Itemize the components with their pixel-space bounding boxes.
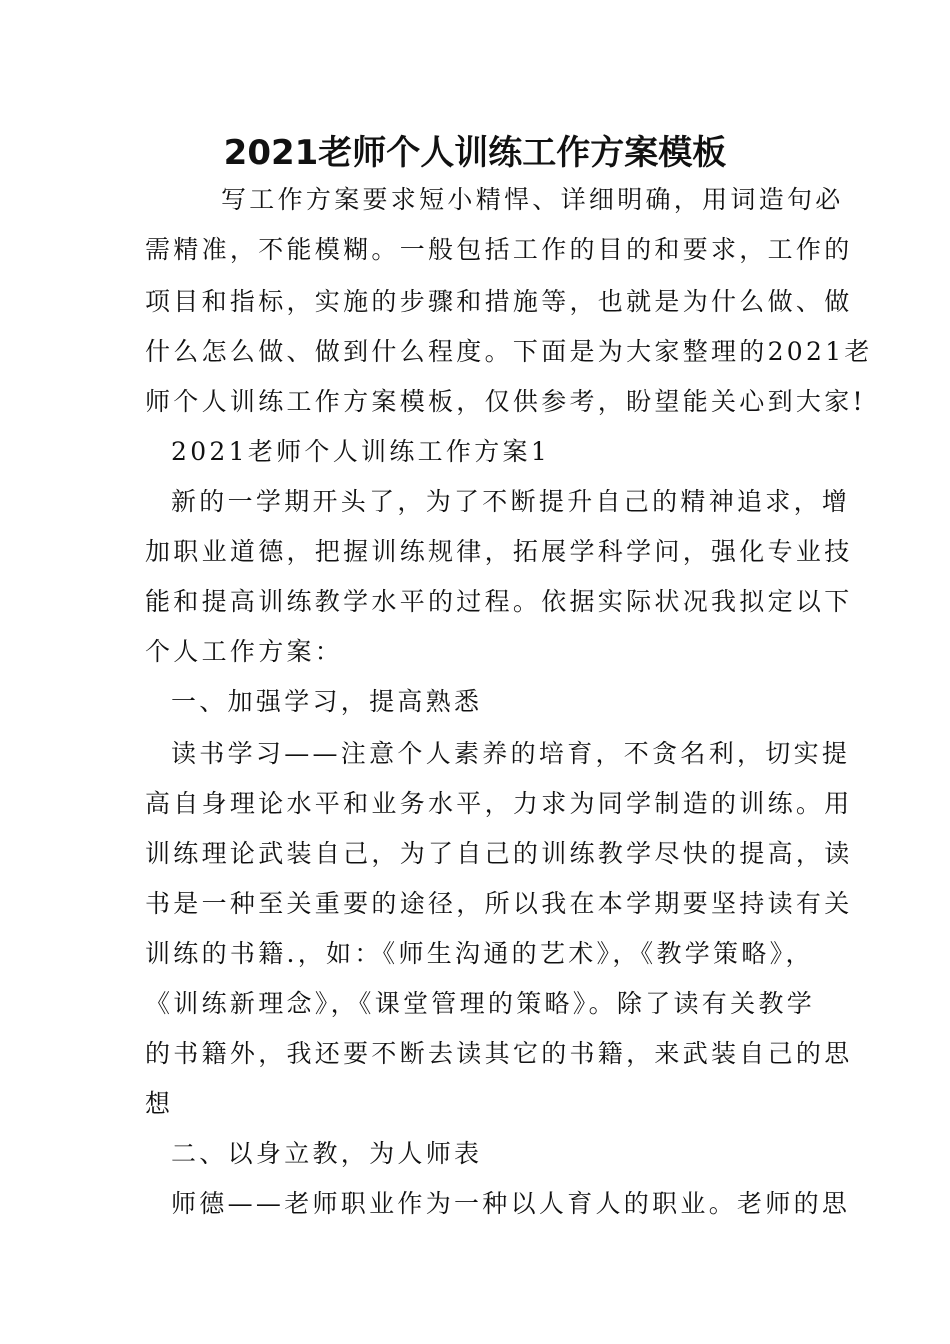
- intro-line-3: 项目和指标，实施的步骤和措施等，也就是为什么做、做: [145, 287, 853, 316]
- para-line: 《训练新理念》，《课堂管理的策略》。除了读有关教学: [145, 989, 816, 1018]
- para-line: 个人工作方案：: [145, 637, 344, 666]
- para-line: 书是一种至关重要的途径，所以我在本学期要坚持读有关: [145, 889, 853, 918]
- para-line: 训练的书籍.，如：《师生沟通的艺术》，《教学策略》，: [145, 939, 814, 968]
- para-line: 的书籍外，我还要不断去读其它的书籍，来武装自己的思: [145, 1039, 853, 1068]
- para-line: 高自身理论水平和业务水平，力求为同学制造的训练。用: [145, 789, 853, 818]
- para-line: 师德——老师职业作为一种以人育人的职业。老师的思: [171, 1189, 851, 1218]
- subheading-1: 一、加强学习，提高熟悉: [171, 687, 483, 716]
- document-title: 2021老师个人训练工作方案模板: [223, 133, 727, 173]
- intro-line-1: 写工作方案要求短小精悍、详细明确，用词造句必: [221, 185, 844, 214]
- para-line: 加职业道德，把握训练规律，拓展学科学问，强化专业技: [145, 537, 853, 566]
- para-line: 读书学习——注意个人素养的培育，不贪名利，切实提: [171, 739, 851, 768]
- para-line: 想: [145, 1089, 174, 1118]
- subheading-2: 二、以身立教，为人师表: [171, 1139, 483, 1168]
- intro-line-5: 师个人训练工作方案模板，仅供参考，盼望能关心到大家!: [145, 387, 866, 416]
- section-heading-plan-1: 2021老师个人训练工作方案1: [171, 437, 551, 466]
- para-line: 能和提高训练教学水平的过程。依据实际状况我拟定以下: [145, 587, 853, 616]
- para-line: 训练理论武装自己，为了自己的训练教学尽快的提高，读: [145, 839, 853, 868]
- intro-line-4: 什么怎么做、做到什么程度。下面是为大家整理的2021老: [145, 337, 873, 366]
- para-line: 新的一学期开头了，为了不断提升自己的精神追求，增: [171, 487, 851, 516]
- intro-line-2: 需精准，不能模糊。一般包括工作的目的和要求，工作的: [145, 235, 853, 264]
